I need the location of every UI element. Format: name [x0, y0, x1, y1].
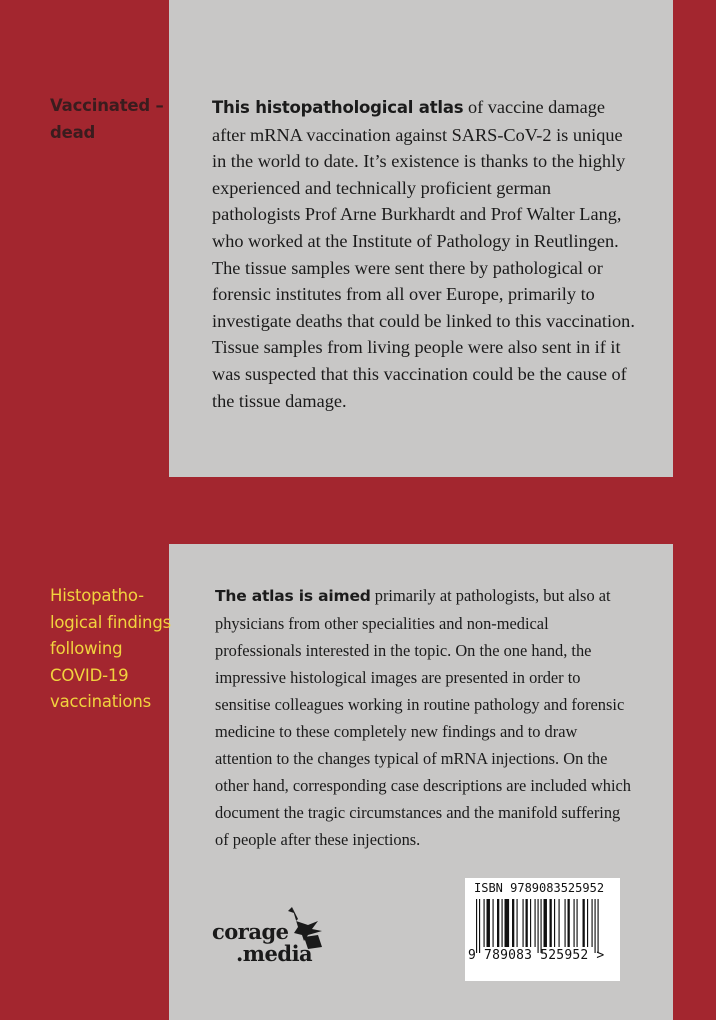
- barcode-bar: [595, 899, 596, 953]
- barcode-bar: [476, 899, 477, 953]
- audience-body: primarily at pathologists, but also at physicians from other specialities and non-medical professionals interested in the topic. On the one hand, the impressive histological images are presented in order to sensitise colleagues working in routine pathology and forensic medicine to these completely new findings and to draw attention to the changes typical of mRNA injections. On the other hand, corresponding case descriptions are included which document the tragic circumstances and the manifold suffering of people after these injections.: [215, 586, 632, 849]
- barcode-bar: [487, 899, 490, 947]
- barcode-bar: [568, 899, 570, 947]
- publisher-logo: [212, 905, 328, 971]
- barcode-bar: [592, 899, 593, 947]
- barcode-bar: [517, 899, 518, 947]
- barcode-bar: [484, 899, 485, 947]
- barcode-bar: [538, 899, 539, 953]
- side-label-bottom: Histopatho- logical findings following COVID-19 vaccinations: [50, 586, 171, 711]
- barcode-bar: [550, 899, 552, 947]
- barcode-bar: [541, 899, 542, 953]
- barcode-bar: [523, 899, 524, 947]
- barcode-bar: [535, 899, 536, 947]
- barcode-bar: [577, 899, 578, 947]
- barcode-bar: [479, 899, 480, 953]
- barcode-bar: [493, 899, 494, 947]
- barcode-bar: [502, 899, 503, 947]
- intro-lead: This histopathological atlas: [212, 98, 464, 117]
- intro-body: of vaccine damage after mRNA vaccination against SARS-CoV-2 is unique in the world to date. It’s existence is thanks to the highly experienced and technically proficient german pathologists Prof Arne Burkhardt and Prof Walter Lang, who worked at the Institute of Pathology in Reutlingen. The tissue samples were sent there by pathological or forensic institutes from all over Europe, primarily to investigate deaths that could be linked to this vaccination. Tissue samples from living people were also sent in if it was suspected that this vaccination could be the cause of the tissue damage.: [212, 97, 635, 411]
- publisher-name-line2: .media: [236, 941, 313, 966]
- isbn-barcode: [465, 878, 620, 981]
- barcode-bar: [583, 899, 585, 947]
- barcode-bar: [565, 899, 566, 947]
- barcode-bar: [497, 899, 499, 947]
- isbn-label: ISBN 9789083525952: [474, 881, 605, 895]
- intro-paragraph: [212, 94, 636, 414]
- barcode-bar: [587, 899, 588, 947]
- barcode-bar: [574, 899, 575, 947]
- audience-paragraph: [215, 582, 633, 853]
- barcode-bar: [598, 899, 599, 953]
- audience-lead: The atlas is aimed: [215, 587, 371, 605]
- barcode-bar: [559, 899, 560, 947]
- publisher-name-line1: corage: [212, 919, 289, 944]
- barcode-bar: [554, 899, 555, 947]
- barcode-bar: [505, 899, 510, 947]
- side-label-top: Vaccinated – dead: [50, 96, 164, 142]
- barcode-bar: [512, 899, 514, 947]
- barcode-bar: [530, 899, 531, 947]
- barcode-digits: 9 789083 525952 >: [468, 948, 605, 963]
- barcode-bar: [526, 899, 528, 947]
- barcode-bar: [544, 899, 547, 947]
